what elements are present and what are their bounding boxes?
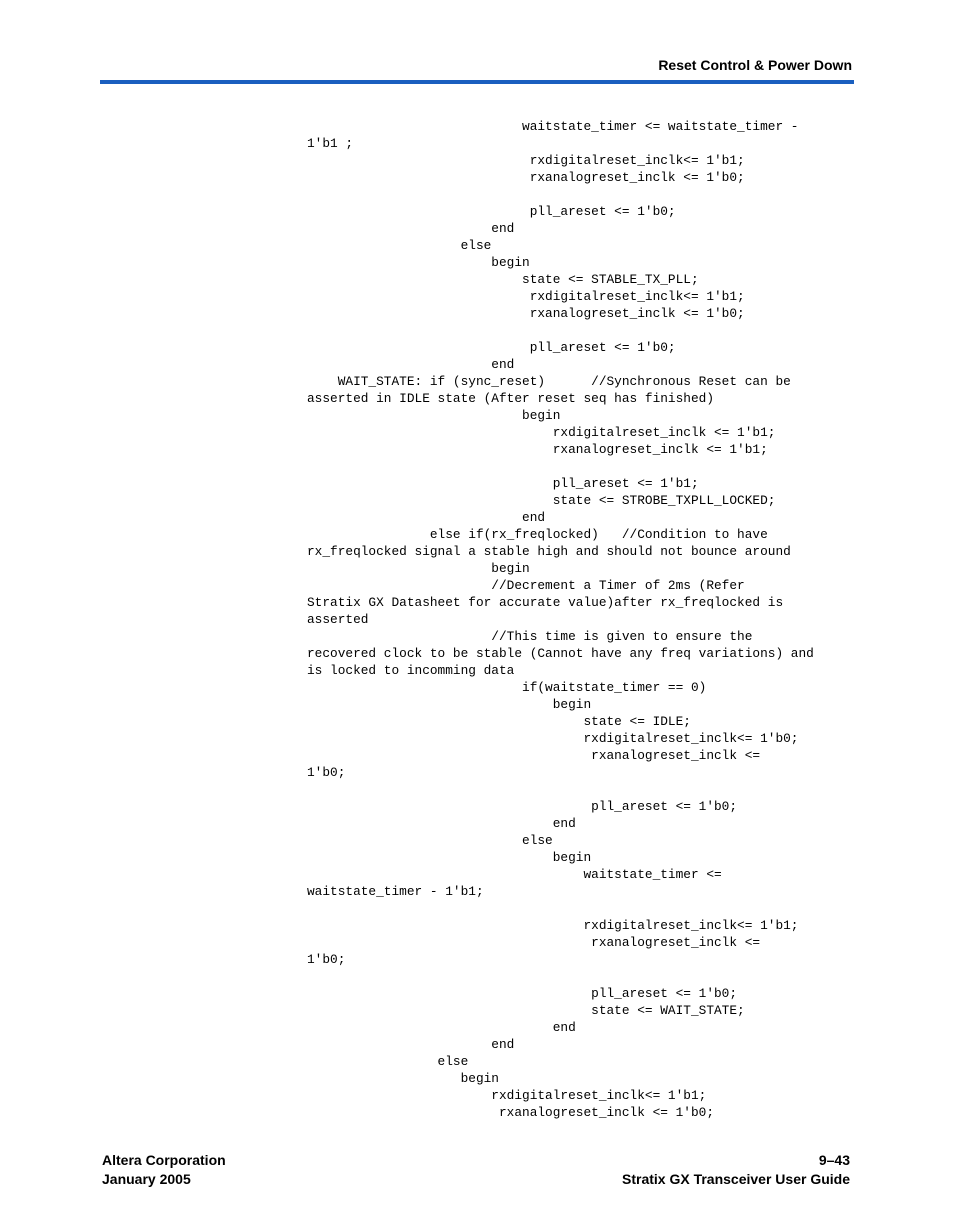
code-line: if(waitstate_timer == 0): [307, 680, 707, 695]
code-line: end: [307, 1020, 576, 1035]
publication-date: January 2005: [102, 1171, 191, 1187]
code-line: rxanalogreset_inclk <= 1'b1;: [307, 442, 768, 457]
section-title: Reset Control & Power Down: [658, 57, 852, 73]
code-line: begin: [307, 408, 561, 423]
code-line: [307, 322, 867, 339]
code-line: state <= IDLE;: [307, 714, 691, 729]
code-line: end: [307, 357, 515, 372]
code-line: 1'b1 ;: [307, 136, 354, 151]
code-line: else: [307, 238, 492, 253]
footer-left: [102, 1151, 226, 1189]
code-line: pll_areset <= 1'b0;: [307, 986, 738, 1001]
code-line: [307, 781, 867, 798]
code-line: waitstate_timer - 1'b1;: [307, 884, 484, 899]
code-line: rxdigitalreset_inclk<= 1'b1;: [307, 1088, 707, 1103]
company-name: Altera Corporation: [102, 1152, 226, 1168]
code-line: asserted in IDLE state (After reset seq has finished): [307, 391, 715, 406]
code-line: //This time is given to ensure the: [307, 629, 753, 644]
code-line: recovered clock to be stable (Cannot have any freq variations) and: [307, 646, 814, 661]
code-line: [307, 900, 867, 917]
code-line: rxanalogreset_inclk <=: [307, 935, 761, 950]
code-line: rxanalogreset_inclk <= 1'b0;: [307, 306, 745, 321]
code-line: Stratix GX Datasheet for accurate value)after rx_freqlocked is: [307, 595, 784, 610]
code-line: begin: [307, 850, 592, 865]
code-line: else: [307, 833, 553, 848]
code-line: rxanalogreset_inclk <=: [307, 748, 761, 763]
code-line: 1'b0;: [307, 765, 346, 780]
code-line: begin: [307, 697, 592, 712]
code-line: //Decrement a Timer of 2ms (Refer: [307, 578, 745, 593]
footer-right: [622, 1151, 850, 1189]
code-line: state <= STROBE_TXPLL_LOCKED;: [307, 493, 776, 508]
code-listing: [307, 118, 867, 1121]
code-line: begin: [307, 561, 530, 576]
code-line: waitstate_timer <= waitstate_timer -: [307, 119, 799, 134]
code-line: rxanalogreset_inclk <= 1'b0;: [307, 1105, 715, 1120]
code-line: end: [307, 221, 515, 236]
guide-title: Stratix GX Transceiver User Guide: [622, 1171, 850, 1187]
code-line: pll_areset <= 1'b0;: [307, 799, 738, 814]
code-line: pll_areset <= 1'b0;: [307, 204, 676, 219]
code-line: pll_areset <= 1'b1;: [307, 476, 699, 491]
code-line: [307, 186, 867, 203]
code-line: rxdigitalreset_inclk<= 1'b1;: [307, 289, 745, 304]
page-number: 9–43: [818, 1152, 850, 1168]
code-line: [307, 458, 867, 475]
code-line: rxdigitalreset_inclk<= 1'b1;: [307, 153, 745, 168]
code-line: rx_freqlocked signal a stable high and should not bounce around: [307, 544, 791, 559]
code-line: else: [307, 1054, 469, 1069]
header-rule: [100, 80, 854, 84]
code-line: asserted: [307, 612, 369, 627]
code-line: is locked to incomming data: [307, 663, 515, 678]
code-line: rxanalogreset_inclk <= 1'b0;: [307, 170, 745, 185]
code-line: rxdigitalreset_inclk <= 1'b1;: [307, 425, 776, 440]
code-line: end: [307, 816, 576, 831]
code-line: [307, 968, 867, 985]
code-line: rxdigitalreset_inclk<= 1'b0;: [307, 731, 799, 746]
code-line: state <= STABLE_TX_PLL;: [307, 272, 699, 287]
code-line: waitstate_timer <=: [307, 867, 722, 882]
code-line: begin: [307, 255, 530, 270]
code-line: WAIT_STATE: if (sync_reset) //Synchronous Reset can be: [307, 374, 791, 389]
code-line: pll_areset <= 1'b0;: [307, 340, 676, 355]
code-line: state <= WAIT_STATE;: [307, 1003, 745, 1018]
code-line: else if(rx_freqlocked) //Condition to have: [307, 527, 768, 542]
code-line: 1'b0;: [307, 952, 346, 967]
code-line: end: [307, 510, 546, 525]
code-line: rxdigitalreset_inclk<= 1'b1;: [307, 918, 799, 933]
code-line: end: [307, 1037, 515, 1052]
code-line: begin: [307, 1071, 499, 1086]
